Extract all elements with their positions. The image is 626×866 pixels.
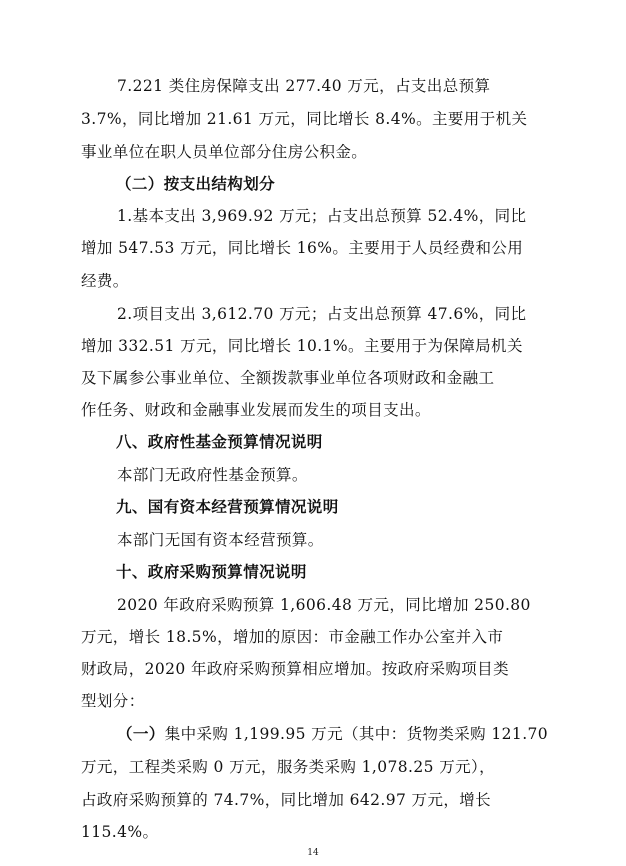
text-line: 型划分： — [81, 692, 145, 710]
text-line: 作任务、财政和金融事业发展而发生的项目支出。 — [81, 401, 431, 419]
section-heading: 八、政府性基金预算情况说明 — [116, 433, 323, 451]
text-line: 万元，增长 18.5%，增加的原因：市金融工作办公室并入市 — [81, 628, 504, 646]
text-line: 事业单位在职人员单位部分住房公积金。 — [81, 143, 368, 161]
text-line: 增加 332.51 万元，同比增长 10.1%。主要用于为保障局机关 — [81, 337, 523, 355]
text-line: 1.基本支出 3,969.92 万元；占支出总预算 52.4%，同比 — [117, 207, 527, 225]
text-line: 本部门无国有资本经营预算。 — [117, 531, 324, 549]
text-line: 115.4%。 — [81, 823, 159, 841]
text-line: 7.221 类住房保障支出 277.40 万元，占支出总预算 — [117, 77, 491, 95]
subsection-label: （一） — [117, 725, 165, 743]
text-span: 集中采购 1,199.95 万元（其中：货物类采购 121.70 — [164, 725, 549, 743]
text-line: 增加 547.53 万元，同比增长 16%。主要用于人员经费和公用 — [81, 239, 524, 257]
text-line: 2020 年政府采购预算 1,606.48 万元，同比增加 250.80 — [117, 596, 531, 614]
section-heading: 九、国有资本经营预算情况说明 — [116, 498, 339, 516]
page-number: 14 — [307, 848, 319, 858]
text-line: 3.7%，同比增加 21.61 万元，同比增长 8.4%。主要用于机关 — [81, 110, 528, 128]
text-line: 经费。 — [81, 272, 129, 290]
text-line: 2.项目支出 3,612.70 万元；占支出总预算 47.6%，同比 — [117, 305, 527, 323]
text-line — [117, 724, 548, 744]
text-line: 本部门无政府性基金预算。 — [117, 466, 308, 484]
text-line: 及下属参公事业单位、全额拨款事业单位各项财政和金融工 — [81, 369, 495, 387]
section-heading: （二）按支出结构划分 — [116, 175, 276, 193]
text-line: 财政局，2020 年政府采购预算相应增加。按政府采购项目类 — [81, 660, 509, 678]
text-line: 万元，工程类采购 0 万元，服务类采购 1,078.25 万元）， — [81, 758, 496, 776]
section-heading: 十、政府采购预算情况说明 — [116, 563, 307, 581]
text-line: 占政府采购预算的 74.7%，同比增加 642.97 万元，增长 — [81, 791, 492, 809]
